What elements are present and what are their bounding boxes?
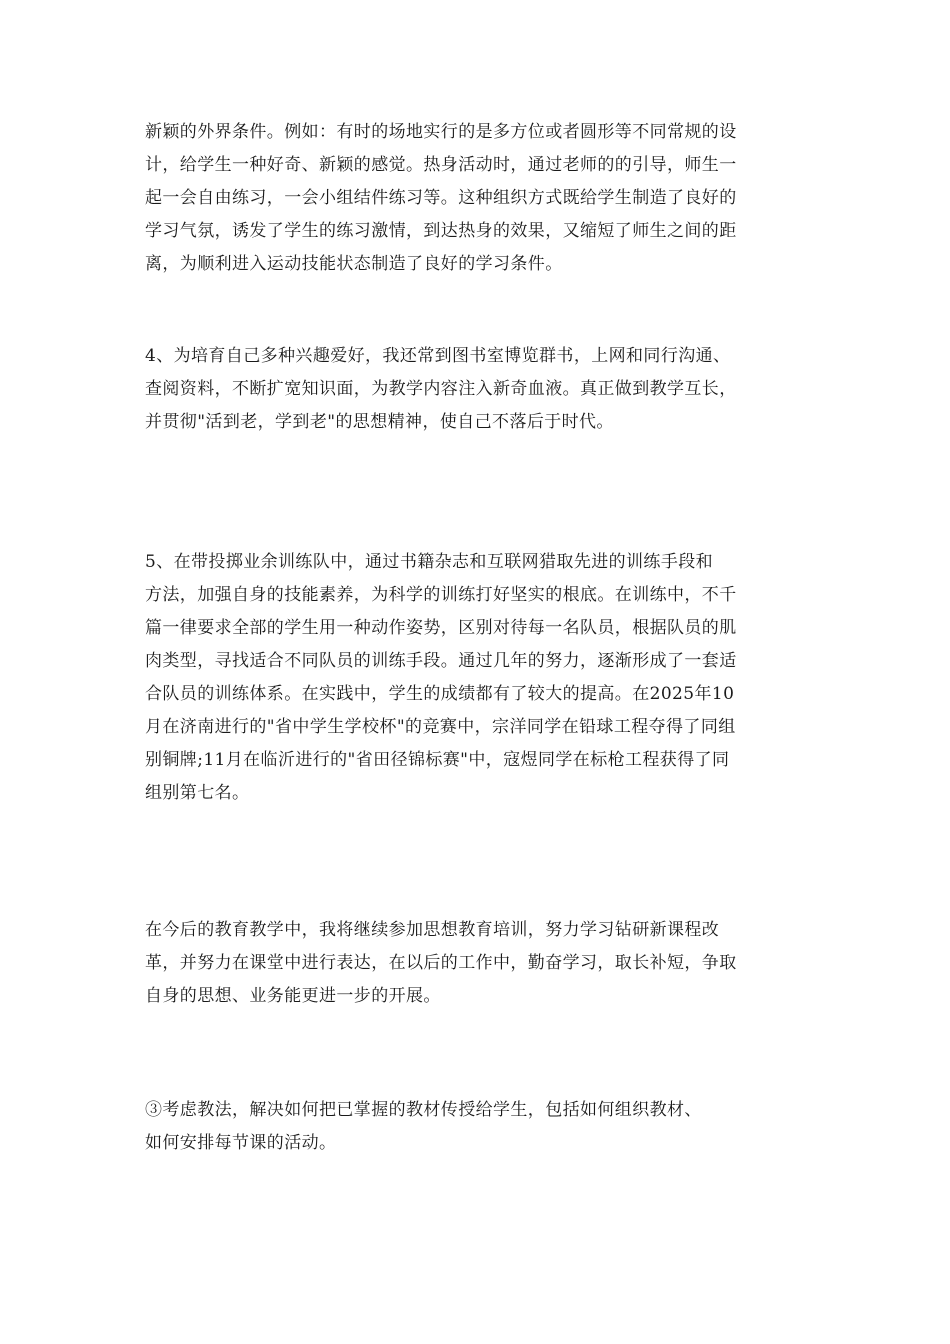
paragraph-5: ③考虑教法，解决如何把已掌握的教材传授给学生，包括如何组织教材、 如何安排每节课的活动。 [145, 1100, 702, 1153]
paragraph-4: 在今后的教育教学中，我将继续参加思想教育培训，努力学习钻研新课程改 革，并努力在课堂中进行表达，在以后的工作中，勤奋学习，取长补短，争取 自身的思想、业务能更进一步的开展。 [145, 920, 737, 1006]
paragraph-2: 4、为培育自己多种兴趣爱好，我还常到图书室博览群书，上网和同行沟通、 查阅资料，不断扩宽知识面，为教学内容注入新奇血液。真正做到教学互长， 并贯彻"活到老，学到老"的思想精神，使自己不落后于时代。 [145, 346, 737, 432]
paragraph-1: 新颖的外界条件。例如：有时的场地实行的是多方位或者圆形等不同常规的设 计，给学生一种好奇、新颖的感觉。热身活动时，通过老师的的引导，师生一 起一会自由练习，一会小组结件练习等。这种组织方式既给学生制造了良好的 学习气氛，诱发了学生的练习激情，到达热身的效果，又缩短了师生之间的距 离，为顺利进入运动技能状态制造了良好的学习条件。 [145, 122, 737, 274]
paragraph-3: 5、在带投掷业余训练队中，通过书籍杂志和互联网猎取先进的训练手段和 方法，加强自身的技能素养，为科学的训练打好坚实的根底。在训练中，不千 篇一律要求全部的学生用一种动作姿势，区别对待每一名队员，根据队员的肌 肉类型，寻找适合不同队员的训练手段。通过几年的努力，逐渐形成了一套适 合队员的训练体系。在实践中，学生的成绩都有了较大的提高。在2025年10 月在济南进行的"省中学生学校杯"的竞赛中，宗洋同学在铅球工程夺得了同组 别铜牌;11月在临沂进行的"省田径锦标赛"中，寇煜同学在标枪工程获得了同 组别第七名。 [145, 552, 737, 803]
